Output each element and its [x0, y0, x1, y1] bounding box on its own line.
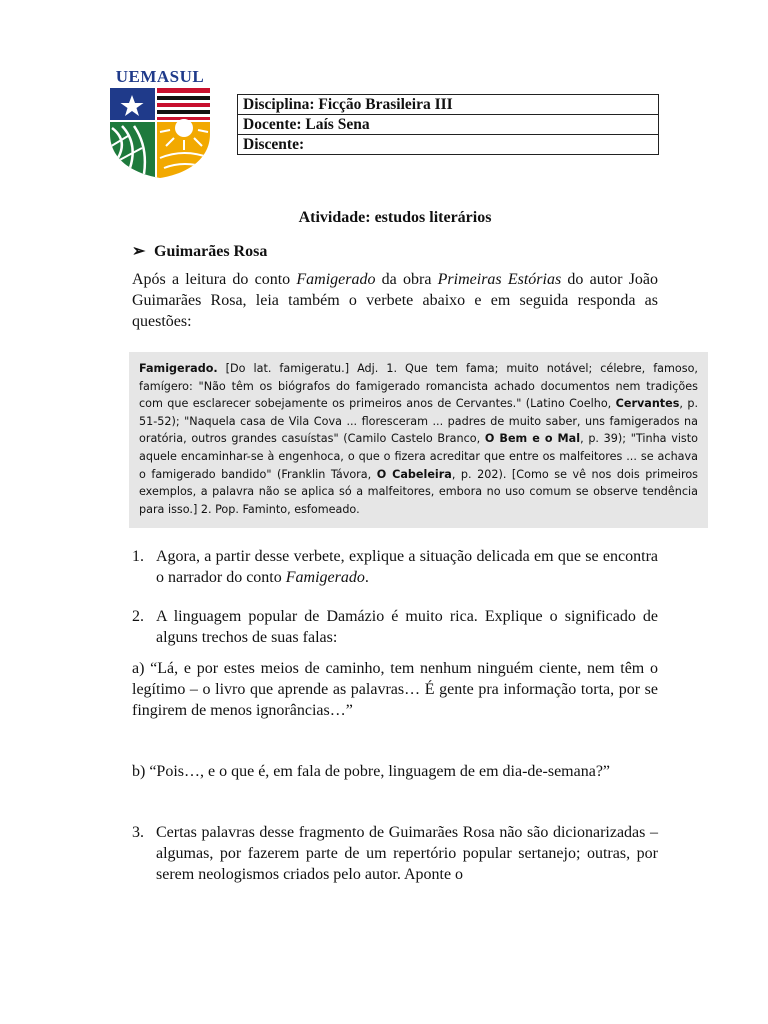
intro-work-1: Famigerado [296, 271, 376, 288]
entry-headword: Famigerado. [139, 362, 218, 375]
question-1-text [156, 546, 658, 588]
arrow-bullet-icon: ➢ [132, 243, 146, 260]
document-body [132, 207, 699, 885]
question-1-number: 1. [132, 548, 144, 566]
question-3-text: Certas palavras desse fragmento de Guimarães Rosa não são dicionarizadas – algumas, por fazerem parte de um repertório popular sertanejo; outras, por serem neologismos criados pelo autor. Aponte o [156, 824, 658, 884]
shield-emblem-icon [108, 88, 212, 178]
entry-source-1: Cervantes [615, 397, 680, 411]
header-info-table [237, 94, 659, 155]
section-label: Guimarães Rosa [154, 243, 268, 260]
entry-source-3: O Cabeleira [376, 467, 452, 481]
logo-text: UEMASUL [115, 67, 205, 86]
intro-paragraph [132, 269, 658, 332]
question-3 [132, 822, 658, 885]
entry-source-2: O Bem e o Mal [484, 432, 581, 446]
question-1-end: . [364, 569, 369, 587]
section-heading [132, 241, 658, 263]
question-3-number: 3. [132, 824, 144, 842]
entry-text-1: [Do lat. famigeratu.] Adj. 1. Que tem fama; muito notável; célebre, famoso, famígero: "Não têm os biógrafos do famigerado romancista achado documentos nem tradições com que esclarecer sobejamente os primeiros anos de Cervantes." (Latino Coelho, [139, 362, 698, 411]
question-2-text: A linguagem popular de Damázio é muito rica. Explique o significado de alguns trechos de suas falas: [156, 608, 658, 647]
question-2-number: 2. [132, 608, 144, 626]
docente-cell: Docente: Laís Sena [238, 115, 659, 135]
dictionary-entry-box [129, 352, 708, 528]
question-1 [132, 546, 658, 588]
intro-text-1: Após a leitura do conto [132, 271, 297, 288]
entry-text-3: , p. 39); "Tinha visto aquele encaminhar-se à engenhoca, o que o fizera acreditar que entre os malfeitores ... se achava o famigerado bandido" (Franklin Távora, [139, 432, 698, 481]
activity-title: Atividade: estudos literários [298, 209, 492, 226]
question-2a: a) “Lá, e por estes meios de caminho, tem nenhum ninguém ciente, nem têm o legítimo – o livro que aprende as palavras… É gente pra informação torta, por se fingirem de menos ignorâncias…” [132, 660, 658, 720]
entry-text-2: , p. 51-52); "Naquela casa de Vila Cova ... floresceram ... padres de muito saber, uns famigerados na oratória, outros grandes casuístas" (Camilo Castelo Branco, [139, 397, 699, 446]
disciplina-cell: Disciplina: Ficção Brasileira III [238, 95, 659, 115]
intro-work-2: Primeiras Estórias [437, 271, 562, 288]
discente-cell: Discente: [238, 135, 659, 155]
question-1-work: Famigerado [285, 569, 365, 587]
entry-text-4: , p. 202). [Como se vê nos dois primeiros exemplos, a palavra não se aplica só a malfeitores, embora no uso comum se observe tendência para isso.] 2. Pop. Faminto, esfomeado. [139, 467, 698, 516]
question-2 [132, 606, 658, 648]
intro-text-2: da obra [375, 271, 438, 288]
intro-text-3: do autor João Guimarães Rosa, leia também o verbete abaixo e em seguida responda as questões: [132, 271, 659, 330]
question-2b: b) “Pois…, e o que é, em fala de pobre, linguagem de em dia-de-semana?” [132, 763, 611, 781]
uemasul-logo [108, 68, 212, 178]
question-1-body: Agora, a partir desse verbete, explique a situação delicada em que se encontra o narrador do conto [156, 548, 658, 587]
